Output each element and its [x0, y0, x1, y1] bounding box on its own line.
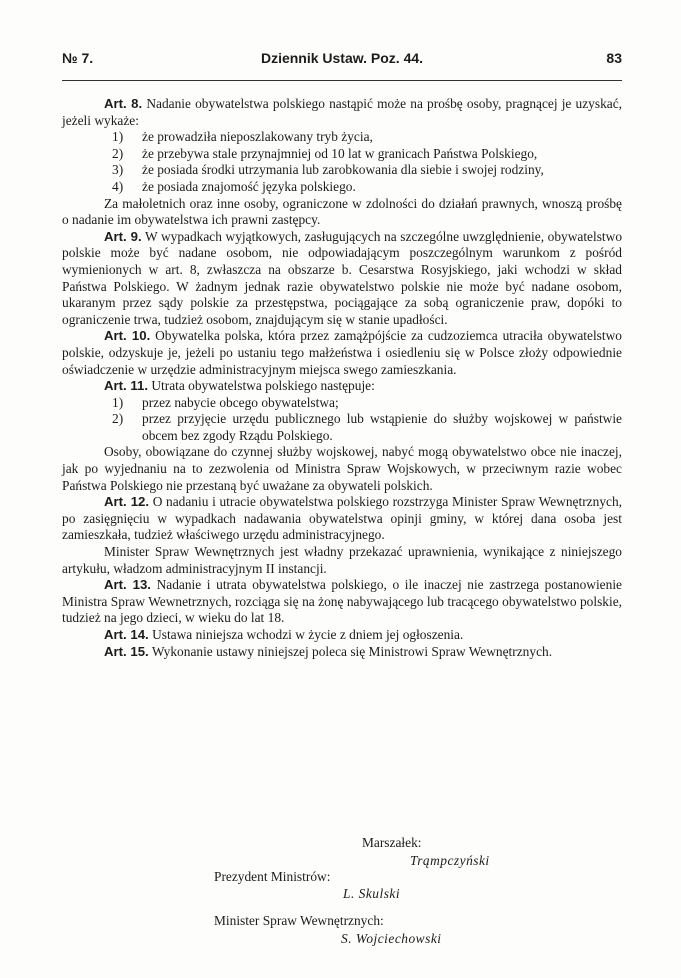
article-14: [62, 627, 622, 644]
article-text: Nadanie i utrata obywatelstwa polskiego, o ile inaczej nie zastrzega postanowienie Ministra Spraw Wewnetrznych, rozciąga się na żonę nabywającego lub tracącego obywatelstwo polskie, tudzież na jego dzieci, w wieku do lat 18.: [62, 577, 622, 626]
article-11: [62, 378, 622, 494]
list-item-number: 2): [112, 145, 124, 161]
article-13: [62, 577, 622, 627]
article-15: [62, 644, 622, 661]
list-item-number: 1): [112, 394, 124, 410]
article-label: Art. 14.: [104, 627, 149, 642]
prime-minister-signature: L. Skulski: [343, 886, 401, 901]
article-paragraph: [62, 577, 622, 627]
article-label: Art. 15.: [104, 643, 149, 659]
issue-number: № 7.: [62, 50, 94, 66]
article-paragraph: [62, 229, 622, 329]
article-paragraph: [62, 494, 622, 544]
article-label: Art. 11.: [104, 378, 148, 394]
list-item: [62, 146, 622, 163]
list-item: [62, 129, 622, 146]
article-paragraph: [62, 644, 622, 661]
list-item-text: przez przyjęcie urzędu publicznego lub wstąpienie do służby wojskowej w państwie obcem bez zgody Rządu Polskiego.: [142, 411, 622, 443]
loss-conditions-list: [62, 395, 622, 445]
article-text: O nadaniu i utracie obywatelstwa polskiego rozstrzyga Minister Spraw Wewnętrznych, po zasięgnięciu w wypadkach nadawania obywatelstwa opinji gminy, w której dana osoba jest zamieszkała, tudzież właściwego urzędu administracyjnego.: [62, 494, 622, 543]
article-paragraph: Osoby, obowiązane do czynnej służby wojskowej, nabyć mogą obywatelstwo obce nie inaczej, jak po wyjednaniu na to zezwolenia od Ministra Spraw Wojskowych, w przeciwnym razie wobec Państwa Polskiego nie przestaną być uważane za obywateli polskich.: [62, 444, 622, 493]
article-paragraph: Za małoletnich oraz inne osoby, ograniczone w zdolności do działań prawnych, wnoszą prośbę o nadanie im obywatelstwa ich prawni zastępcy.: [62, 195, 622, 228]
list-item-text: że prowadziła nieposzlakowany tryb życia,: [142, 129, 373, 145]
article-paragraph: [62, 378, 622, 395]
article-paragraph: [62, 328, 622, 378]
page-header: [62, 46, 622, 72]
page-number: 83: [606, 50, 622, 66]
article-8: [62, 96, 622, 229]
interior-minister-signature: S. Wojciechowski: [341, 931, 442, 946]
list-item: [62, 179, 622, 196]
list-item-number: 4): [112, 178, 124, 194]
article-9: [62, 229, 622, 329]
article-label: Art. 12.: [104, 494, 150, 510]
list-item-number: 3): [112, 162, 124, 178]
marshal-title: Marszałek:: [362, 835, 422, 850]
list-item: [62, 411, 622, 444]
list-item-text: że przebywa stale przynajmniej od 10 lat w granicach Państwa Polskiego,: [142, 145, 538, 161]
article-text: W wypadkach wyjątkowych, zasługujących na szczególne uwzględnienie, obywatelstwo polskie może być nadane osobom, nie odpowiadającym poszczególnym warunkom z pośród wymienionych w art. 8, zwłaszcza na obszarze b. Cesarstwa Rosyjskiego, jaki wchodzi w skład Państwa Polskiego. W żadnym jednak razie obywatelstwo polskie nie może być nadane osobom, ukaranym przez sądy polskie za przestępstwa, pociągające za sobą ograniczenie praw, dopóki to ograniczenie trwa, tudzież osobom, znajdującym się w stanie upadłości.: [62, 228, 623, 327]
list-item-text: przez nabycie obcego obywatelstwa;: [142, 394, 339, 410]
article-text: Utrata obywatelstwa polskiego następuje:: [151, 378, 375, 394]
article-paragraph: [62, 96, 622, 129]
gazette-title: Dziennik Ustaw. Poz. 44.: [260, 50, 424, 66]
list-item: [62, 162, 622, 179]
article-label: Art. 9.: [104, 228, 142, 244]
article-text: Obywatelka polska, która przez zamążpójście za cudzoziemca utraciła obywatelstwo polskie, odzyskuje je, jeżeli po ustaniu tego małżeństwa i osiedleniu się w Polsce złoży odpowiednie oświadczenie w urzędzie administracyjnym miejsca swego zamieszkania.: [62, 328, 622, 377]
article-12: [62, 494, 622, 577]
prime-minister-title: Prezydent Ministrów:: [214, 869, 331, 884]
list-item: [62, 395, 622, 412]
marshal-signature: Trąmpczyński: [410, 853, 490, 868]
article-label: Art. 13.: [104, 577, 151, 593]
article-10: [62, 328, 622, 378]
conditions-list: [62, 129, 622, 195]
article-label: Art. 10.: [104, 328, 151, 344]
interior-minister-title: Minister Spraw Wewnętrznych:: [214, 913, 384, 928]
article-text: Wykonanie ustawy niniejszej poleca się Ministrowi Spraw Wewnętrznych.: [151, 643, 553, 659]
article-text: Ustawa niniejsza wchodzi w życie z dniem jej ogłoszenia.: [152, 627, 464, 642]
list-item-number: 2): [112, 411, 124, 427]
document-body: [62, 96, 622, 660]
header-rule: [62, 80, 622, 81]
list-item-number: 1): [112, 129, 124, 145]
list-item-text: że posiada środki utrzymania lub zarobkowania dla siebie i swojej rodziny,: [142, 162, 544, 178]
article-paragraph: [62, 627, 622, 644]
article-label: Art. 8.: [104, 96, 143, 111]
list-item-text: że posiada znajomość języka polskiego.: [142, 178, 356, 194]
article-paragraph: Minister Spraw Wewnętrznych jest władny przekazać uprawnienia, wynikające z niniejszego artykułu, władzom administracyjnym II instancji.: [62, 544, 622, 576]
article-text: Nadanie obywatelstwa polskiego nastąpić może na prośbę osoby, pragnącej je uzyskać, jeżeli wykaże:: [62, 96, 622, 128]
